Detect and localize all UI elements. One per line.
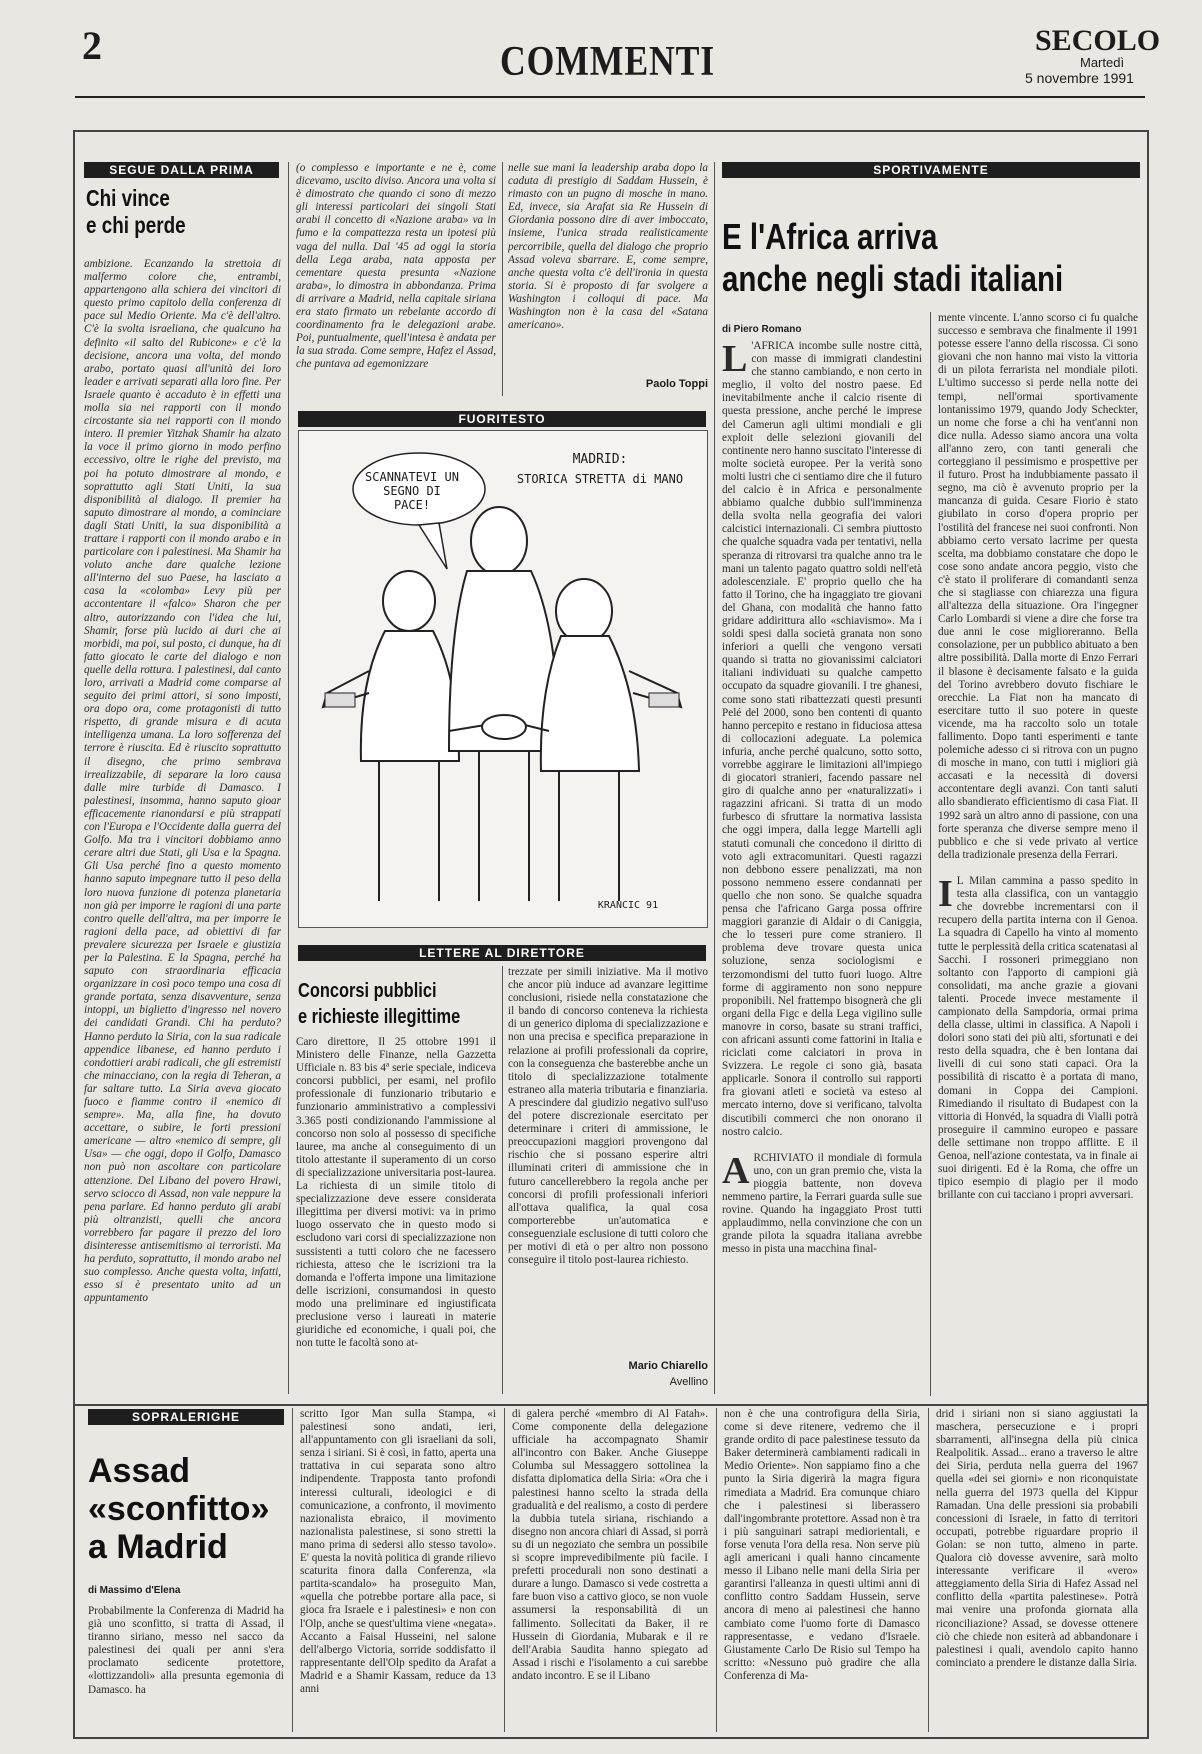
column-divider — [930, 312, 931, 1396]
cartoon-caption-line1: MADRID: — [572, 452, 628, 467]
chi-vince-column-1: ambizione. Ecanzando la strettoia di malfermo colore che, entrambi, appartengono alla schiera dei vincitori di questo primo capitolo della conferenza di pace sul Medio Oriente. Ma c'è dell'altro. C'è la svolta israeliana, che qualcuno ha definito «il salto del Rubicone» e c'è la decisione, ancora una volta, del mondo arabo, portato quasi all'unità dei loro leader e arrivati separati alla loro fine. Per Israele quanto è accaduto è in effetti una molla sia nei rapporti con il mondo circostante sia nei rapporti con il mondo intero. Il premier Yitzhak Shamir ha alzato la voce il primo giorno in modo perfino eccessivo, oltre le righe del previsto, ma poi ha potuto dimostrare al mondo, e soprattutto agli Stati Uniti, la sua disponibilità al dialogo. Il premier ha saputo dimostrare al mondo, a cominciare dagli Stati Uniti, la sua disponibilità a trattare i rapporti con il mondo arabo e in particolare con i palestinesi. Ma Shamir ha voluto anche dare qualche lezione all'interno del suo Paese, ha lasciato a casa la «colomba» Levy più per accontentare il «falco» Sharon che per altro, autorizzando con l'idea che lui, Shamir, forse più lucido ai duri che ai morbidi, ma poi, sul posto, ci dunque, ha di fatto giocato le carte del dialogo e non quelle della rottura. I palestinesi, dal canto loro, arrivati a Madrid come comparse al seguito dei primi attori, si sono imposti, ora dopo ora, come protagonisti di tutto rispetto, di grande misura e di acuta intelligenza umana. La loro sofferenza del terrore è riuscita. Ed è riuscito soprattutto il disegno, che primo sembrava irrealizzabile, di separare la loro causa dalle mire turbide di Damasco. I palestinesi, insomma, hanno saputo gioar efficacemente rianondarsi e più strappati con l'Europa e l'Occidente dalla guerra del Golfo. Ma tra i vincitori dobbiamo anno cerare altri due Stati, gli Usa e la Spagna. Gli Usa perché fino a questo momento hanno saputo impegnare tutto il peso della loro nuova funzione di potenza planetaria non già per imporre le ragioni di una parte contro quelle dell'altra, ma per imporre le ragioni della pace, ad obiettivi di far prevalere sicurezza per Israele e giustizia per la Palestina. E la Spagna, perché ha saputo con straordinaria efficacia organizzare in così poco tempo una cosa di grande portata, senza disavventure, senza intoppi, un biglietto d'ingresso nel novero dei candidati Grandi. Chi ha perduto? Hanno perduto la Siria, con la sua radicale appendice libanese, ed hanno perduto i condottieri arabi radicali, che gli estremisti che minacciano, con la regia di Teheran, a far saltare tutto. La Siria aveva giocato fuoco e fiamme contro il «nemico di sempre». Ma, alla fine, ha dovuto accettare, o subire, le forti pressioni americane — altro «nemico di sempre, gli Usa» — che oggi, dopo il Golfo, Damasco non può non ascoltare con particolare attenzione. Del Libano del povero Hrawi, servo sciocco di Assad, non vale neppure la pena parlare. Ed hanno perduto gli arabi più oltranzisti, quelli che ancora vorrebbero far pagare il prezzo del loro disinteresse antisemitismo ai terroristi. Ma ha perduto, soprattutto, il mondo arabo nel suo complesso. Anche questa volta, infatti, esso si è presentato unito ad un appuntamento — [84, 258, 281, 1305]
sportivamente-column-1 — [722, 340, 922, 1396]
sopralerighe-title-line1: Assad — [88, 1452, 191, 1490]
section-title: COMMENTI — [500, 39, 716, 85]
chi-vince-column-2: (o complesso e importante e ne è, come dicevamo, uscito diviso. Ancora una volta si è dimostrato che quando ci sono di mezzo gli interessi particolari dei singoli Stati arabi il concetto di «Nazione araba» va in fumo e la compattezza resta un ipotesi più vaga del nulla. Dal '45 ad oggi la storia della Lega araba, nata apposta per cementare questa presunta «Nazione araba», lo dimostra in abbondanza. Prima di arrivare a Madrid, nella capitale siriana era stato firmato un rebelante accordo di coordinamento fra le delegazioni arabe. Poi, puntualmente, quell'intesa è andata per la sua strada. Come sempre, Hafez el Assad, che puntava ad egemonizzare — [296, 162, 496, 371]
lettere-kicker: LETTERE AL DIRETTORE — [298, 945, 706, 961]
cartoon-caption-line2: STORICA STRETTA di MANO — [516, 472, 684, 486]
column-divider — [928, 1408, 929, 1732]
dropcap-a: A — [722, 1149, 750, 1192]
sportivamente-col1-para1: 'AFRICA incombe sulle nostre città, con masse di immigrati clandestini che stanno cambiando, e non certo in meglio, il volto del nostro paese. Ed inevitabilmente anche il calcio risente di questa pressione, anche perché le imprese del Camerun agli ultimi mondiali e gli exploit delle selezioni giovanili del continente nero hanno suscitato l'interesse di molte società europee. Per la verità sono molti lustri che ci sentiamo dire che il futuro del calcio è in Africa e personalmente abbiamo qualche dubbio sull'imminenza della svolta nella geografia dei valori calcistici internazionali. Ci sembra piuttosto che qualche squadra vada per tentativi, nella speranza di ritrovarsi tra qualche anno tra le mani un talento pagato quattro soldi nell'età adolescenziale. E' proprio quello che ha fatto il Torino, che ha ingaggiato tre giovani del Ghana, con modalità che hanno fatto gridare addirittura allo «schiavismo». Ma i soldi spesi dalla società granata non sono inferiori a quelli che vengono versati quando si tratta no giovanissimi calciatori italiani individuati su qualche campetto occupato da squadre giovanili. I tre ghanesi, come sono stati ribattezzati questi presunti Pelé del 2000, sono ben contenti di quanto hanno percepito e restano in fiduciosa attesa di collocazioni adeguate. La polemica infuria, anche perché qualcuno, sotto sotto, vorrebbe aggirare le limitazioni all'impiego di giocatori stranieri, facendo passare nel giro di qualche anno per «naturalizzati» i ragazzini africani. Si tratta di un modo furbesco di sfruttare la normativa lassista che oggi impera, dalla legge Martelli agli statuti comunali che concedono il diritto di voto agli extracomunitari. Questi ragazzi non debbono essere penalizzati, ma non possono nemmeno essere condannati per quello che non sono. Se qualche squadra pensa che l'africano Garga possa offrire maggiori garanzie di Aldair o di Caniggia, che lo tesseri pure come straniero. Il problema deve trovare questa unica soluzione, senza sociologismi e terzomondismi del tutto fuori luogo. Altre forme di aggiramento non sono neppure proponibili. Nel frattempo bisognerà che gli organi della Figc e della Lega vigilino sulle manovre in corso, basate su strani traffici, con africani assunti come fattorini in Italia e riciclati come calciatori in prova in Svizzera. Le regole ci sono già, basata applicarle. Sonora il controllo sui rapporti fra giovani atleti e società va esteso al mercato interno, dove si verificano, talvolta discutibili commerci che non onorano il nostro calcio. — [722, 340, 922, 1138]
sopralerighe-kicker: SOPRALERIGHE — [88, 1409, 284, 1425]
sopralerighe-title-line2: «sconfitto» — [88, 1490, 270, 1528]
page-number: 2 — [82, 23, 102, 68]
cartoon-artist-signature: KRANCIC 91 — [597, 900, 659, 911]
sopralerighe-title-line3: a Madrid — [88, 1528, 228, 1566]
sportivamente-col1-para2: RCHIVIATO il mondiale di formula uno, con un gran premio che, vista la pioggia battente, non doveva nemmeno partire, la Ferrari guarda sulle sue rovine. Quando ha ingaggiato Prost tutti applaudimmo, nella convinzione che con un grande pilota la squadra italiana avrebbe messo in pista una macchina final- — [722, 1151, 922, 1256]
column-divider — [504, 1408, 505, 1732]
column-divider — [288, 162, 289, 1394]
column-divider — [716, 1408, 717, 1732]
cartoon-panel — [298, 430, 708, 928]
chi-vince-title-line1: Chi vince — [86, 185, 170, 211]
column-divider — [714, 162, 715, 1394]
column-divider — [292, 1408, 293, 1732]
lettere-title-line1: Concorsi pubblici — [298, 980, 437, 1002]
chi-vince-signature: Paolo Toppi — [645, 378, 708, 390]
sportivamente-title-line1: E l'Africa arriva — [722, 216, 938, 257]
fuoritesto-kicker: FUORITESTO — [298, 411, 706, 427]
newspaper-logo: SECOLO — [1035, 24, 1161, 57]
dropcap-i: I — [938, 873, 953, 916]
lettere-column-1: Caro direttore, Il 25 ottobre 1991 il Ministero delle Finanze, nella Gazzetta Ufficiale n. 83 bis 4ª serie speciale, indiceva concorsi pubblici, per esami, nel profilo professionale di funzionario tributario e funzionario amministrativo a complessivi 3.365 posti condizionando l'ammissione al concorso non solo al possesso di specifiche lauree, ma anche al conseguimento di un titolo attestante il superamento di un corso di specializzazione universitaria post-laurea. La richiesta di un simile titolo di specializzazione deve essere considerata illegittima per diversi motivi: va in primo luogo osservato che in questo modo si escludono vari corsi di specializzazione non sussistenti a tutti coloro che ne facessero richiesta, atteso che le iscrizioni tra la domanda e l'offerta impone una limitazione delle iscrizioni, consumandosi in questo modo una preliminare ed ingiustificata preclusione verso i laureati in materie giuridiche ed economiche, i quali poi, che non tutte le facoltà sono at- — [296, 1036, 496, 1350]
sopralerighe-column-3: di galera perché «membro di Al Fatah». Come componente della delegazione ufficiale ha accompagnato Shamir all'incontro con Baker. Anche Giuseppe Columba sul Messaggero sottolinea la disfatta diplomatica della Siria: «Ora che i palestinesi hanno scelto la strada della gradualità e del realismo, a costo di perdere la dubbia tutela siriana, rischiando a disegno non ancora chiari di Assad, si porrà su di un negoziato che sembra un possibile si scopre imprevedibilmente più facile. I prefetti procedurali non sono destinati a durare a lungo. Damasco si vede costretta a fare buon viso a cattivo gioco, se non vuole assumersi la responsabilità di un fallimento. Sollecitati da Baker, il re Hussein di Giordania, Mubarak e il re dell'Arabia Saudita hanno spiegato ad Assad i rischi e l'isolamento a cui sarebbe andato incontro. E se il Libano — [512, 1408, 708, 1682]
sportivamente-col2-para1: mente vincente. L'anno scorso ci fu qualche successo e sembrava che finalmente il 1991 potesse essere l'anno della riscossa. Ci sono giovani che non hanno mai visto la vittoria di un pilota ferrarista nel mondiale piloti. L'ultimo successo si perde nella notte dei tempi, nell'ormai sportivamente lontanissimo 1979, quando Jody Scheckter, un nome che forse a chi ha vent'anni non dice nulla. Adesso siamo ancora una volta all'anno zero, con tanti generali che corteggiano il pessimismo e prospettive per il futuro. Prost ha indubbiamente passato il segno, ma ciò è avvenuto proprio per la mancanza di guida. Cesare Fiorio è stato giubilato in corso d'opera proprio per l'ostilità del francese nei suoi confronti. Non abbiamo certo versato lacrime per questa scelta, ma dobbiamo constatare che dopo le cose sono andate ancora peggio, visto che c'è stato il proliferare di comandanti senza che si stagliasse con chiarezza una figura all'altezza della situazione. Ora l'ingegner Carlo Lombardi si viene a dire che forse tra due anni le cose miglioreranno. Bella consolazione, per un pubblico abituato a ben altre possibilità. Dalla morte di Enzo Ferrari il blasone è decisamente falsato e la guida del Torino avrebbero dovuto fischiare le orecchie. La Fiat non ha mancato di esercitare tutto il suo potere in queste vicende, ma ha raccolto solo un totale fallimento. Dopo tanti esperimenti e tante polemiche adesso ci si ritrova con un pugno di mosche in mano, con tutti i migliori già accasati e la necessità di doversi accontentare degli avanzi. Con tanti saluti allo sbandierato efficientismo di casa Fiat. Il 1992 sarà un altro anno di passione, con una forte speranza che diverse sempre meno il pubblico e che si vede privato al vertice della tradizionale presenza della Ferrari. — [938, 312, 1138, 861]
lettere-signature: Mario Chiarello — [628, 1360, 708, 1372]
sopralerighe-column-5: drid i siriani non si siano aggiustati la maschera, persecuzione e i propri sbarramenti, all'insegna della più cinica Realpolitik. Assad... erano a traverso le altre dei Siria, perduta nella guerra del 1967 quella «dei sei giorni» e non riconquistate nella guerra del 1973 quella del Kippur Ramadan. Una delle pressioni sia probabili concessioni di Israele, in fatto di territori occupati, potrebbe riguardare proprio il Golan: se non tutto, almeno in parte. Qualora ciò dovesse avvenire, sarà molto interessante verificare il «vero» atteggiamento della Siria di Hafez Assad nel conflitto della «partita palestinese». Potrà mai venire una profonda giornata alla riconciliazione? Assad, se dovesse ottenere ciò che chiede non esiterà ad abbandonare i palestinesi i quali, avendolo capito hanno cominciato a prendere le distanze dalla Siria. — [936, 1408, 1138, 1669]
cartoon-drawing — [299, 431, 707, 927]
sportivamente-byline: di Piero Romano — [722, 324, 802, 335]
cartoon-balloon-text: SCANNATEVI UN SEGNO DI PACE! — [365, 470, 459, 512]
sopralerighe-column-4: non è che una controfigura della Siria, come si deve ritenere, vedremo che il grande ordito di pace palestinese tessuto da Baker determinerà cambiamenti radicali in Medio Oriente». Non sappiamo fino a che punto la Siria digerirà la magra figura rimediata a Madrid. Era comunque chiaro che i palestinesi si liberassero dall'ingombrante protettore. Assad non è tra i più sanguinari satrapi mediorientali, e forse venuta l'ora della resa. Non serve più agli americani i quali hanno cincamente messo il Libano nelle mani della Siria per garantirsi l'alleanza in questi ultimi anni di conflitto contro Saddam Hussein, serve ancora di meno ai palestinesi che hanno cambiato come l'uomo forte di Damasco rappresentasse, e vedano d'Israele. Giustamente Carlo De Risio sul Tempo ha scritto: «Nessuno può gradire che alla Conferenza di Ma- — [724, 1408, 920, 1682]
lettere-title-line2: e richieste illegittime — [298, 1006, 461, 1028]
chi-vince-title-line2: e chi perde — [86, 212, 186, 238]
column-divider — [502, 162, 503, 396]
column-divider — [502, 966, 503, 1394]
sportivamente-kicker: SPORTIVAMENTE — [722, 162, 1140, 178]
sopralerighe-column-1: Probabilmente la Conferenza di Madrid ha già uno sconfitto, si tratta di Assad, il tiranno siriano, messo nel sacco da palestinesi dei quali per anni s'era proclamato sedicente protettore, «lottizzandoli» alla presunta egemonia di Damasco. ha — [88, 1605, 284, 1696]
publication-day: Martedì — [1080, 55, 1125, 70]
sportivamente-col2-para2: L Milan cammina a passo spedito in testa alla classifica, con un vantaggio che dovrebbe incrementarsi con il recupero della partita interna con il Genoa. La squadra di Capello ha vinto al momento tutte le perplessità della critica scatenatasi al Sacchi. I rossoneri primeggiano non soltanto con l'apporto di campioni già consolidati, ma anche grazie a giovani talenti. Procede invece mestamente il campionato della Sampdoria, ormai prima della classe, ultimi in classifica. A Napoli i dolori sono stati dei più alti, sfortunati e dei resto della squadra, che è ben lontana dai livelli di cui sono stati capaci. Ora la possibilità di riscatto è a portata di mano, domani in Coppa dei Campioni. Rimediando il risultato di Budapest con la vittoria di Honvéd, la squadra di Vialli potrà proseguire il cammino europeo e passare delle settimane non troppo afflitte. E il Genoa, nell'azione contestata, va in finale ai suoi dirigenti. Ed è la Roma, che offre un tipico esempio di plagio per il modo brillante con cui tacciano i propri avversari. — [938, 875, 1138, 1202]
lettere-column-2: trezzate per simili iniziative. Ma il motivo che ancor più induce ad avanzare legittime conclusioni, risiede nella constatazione che il bando di concorso conteneva la richiesta di un generico diploma di specializzazione e non una precisa e specifica preparazione in relazione ai profili professionali da coprire, con la conseguenza che basterebbe anche un titolo di specializzazione totalmente estraneo alla materia tributaria e finanziaria. A prescindere dal giudizio negativo sull'uso del potere discrezionale esercitato per determinare i criteri di ammissione, le preoccupazioni maggiori provengono dal rischio che si possano esperire altri illuminati criteri di ammissione che in futuro cancellerebbero la regola anche per concorsi di profili professionali inferiori all'ottava qualifica, la qual cosa comporterebbe un'automatica e conseguenziale esclusione di tutti coloro che per motivi di età o per altro non possono conseguire il titolo post-laurea richiesto. — [508, 966, 708, 1267]
masthead-rule — [75, 96, 1145, 98]
dropcap-l: L — [722, 340, 748, 380]
sopralerighe-byline: di Massimo d'Elena — [88, 1585, 181, 1596]
sportivamente-column-2 — [938, 312, 1138, 1396]
sportivamente-title-line2: anche negli stadi italiani — [722, 258, 1064, 299]
sopralerighe-column-2: scritto Igor Man sulla Stampa, «i palestinesi sono andati, ieri, all'appuntamento con gli israeliani da soli, senza i siriani. Si è così, in fatto, aperta una trattativa in cui separata sono altro indipendente. Trapposta tanto profondi interessi culturali, ideologici e di comunicazione, a confronto, il movimento nazionalista ebraico, il movimento nazionalista palestinese, si sono stretti la mano prima di sedersi allo stesso tavolo». E' questa la novità politica di grande rilievo scaturita finora dalla Conferenza, «la partita-scandalo» ha proseguito Man, «quella che potrebbe portare alla pace, si gioca fra Israele e i palestinesi» e non con l'Olp, anche se quest'ultima viene «negata». Accanto a Faisal Husseini, nel salone dell'albergo Victoria, sorride soddisfatto il rappresentante dell'Olp spedito da Arafat a Madrid e a Shamir Kassam, reduce da 13 anni — [300, 1408, 496, 1695]
lettere-city: Avellino — [669, 1376, 708, 1388]
chi-vince-kicker: SEGUE DALLA PRIMA — [84, 162, 279, 178]
publication-date: 5 novembre 1991 — [1025, 70, 1134, 86]
chi-vince-column-3: nelle sue mani la leadership araba dopo la caduta di prestigio di Saddam Hussein, è rimasto con un pugno di mosche in mano. Ed, invece, sia Arafat sia Re Hussein di Giordania possono dire di aver imboccato, insieme, l'unica strada realisticamente percorribile, quella del dialogo che proprio Assad voleva sbarrare. E, come sempre, anche questa volta c'è dell'ironia in questa storia. Si è proposto di far svolgere a Washington i colloqui di pace. Ma Washington non è la casa del «Satana americano». — [508, 162, 708, 332]
